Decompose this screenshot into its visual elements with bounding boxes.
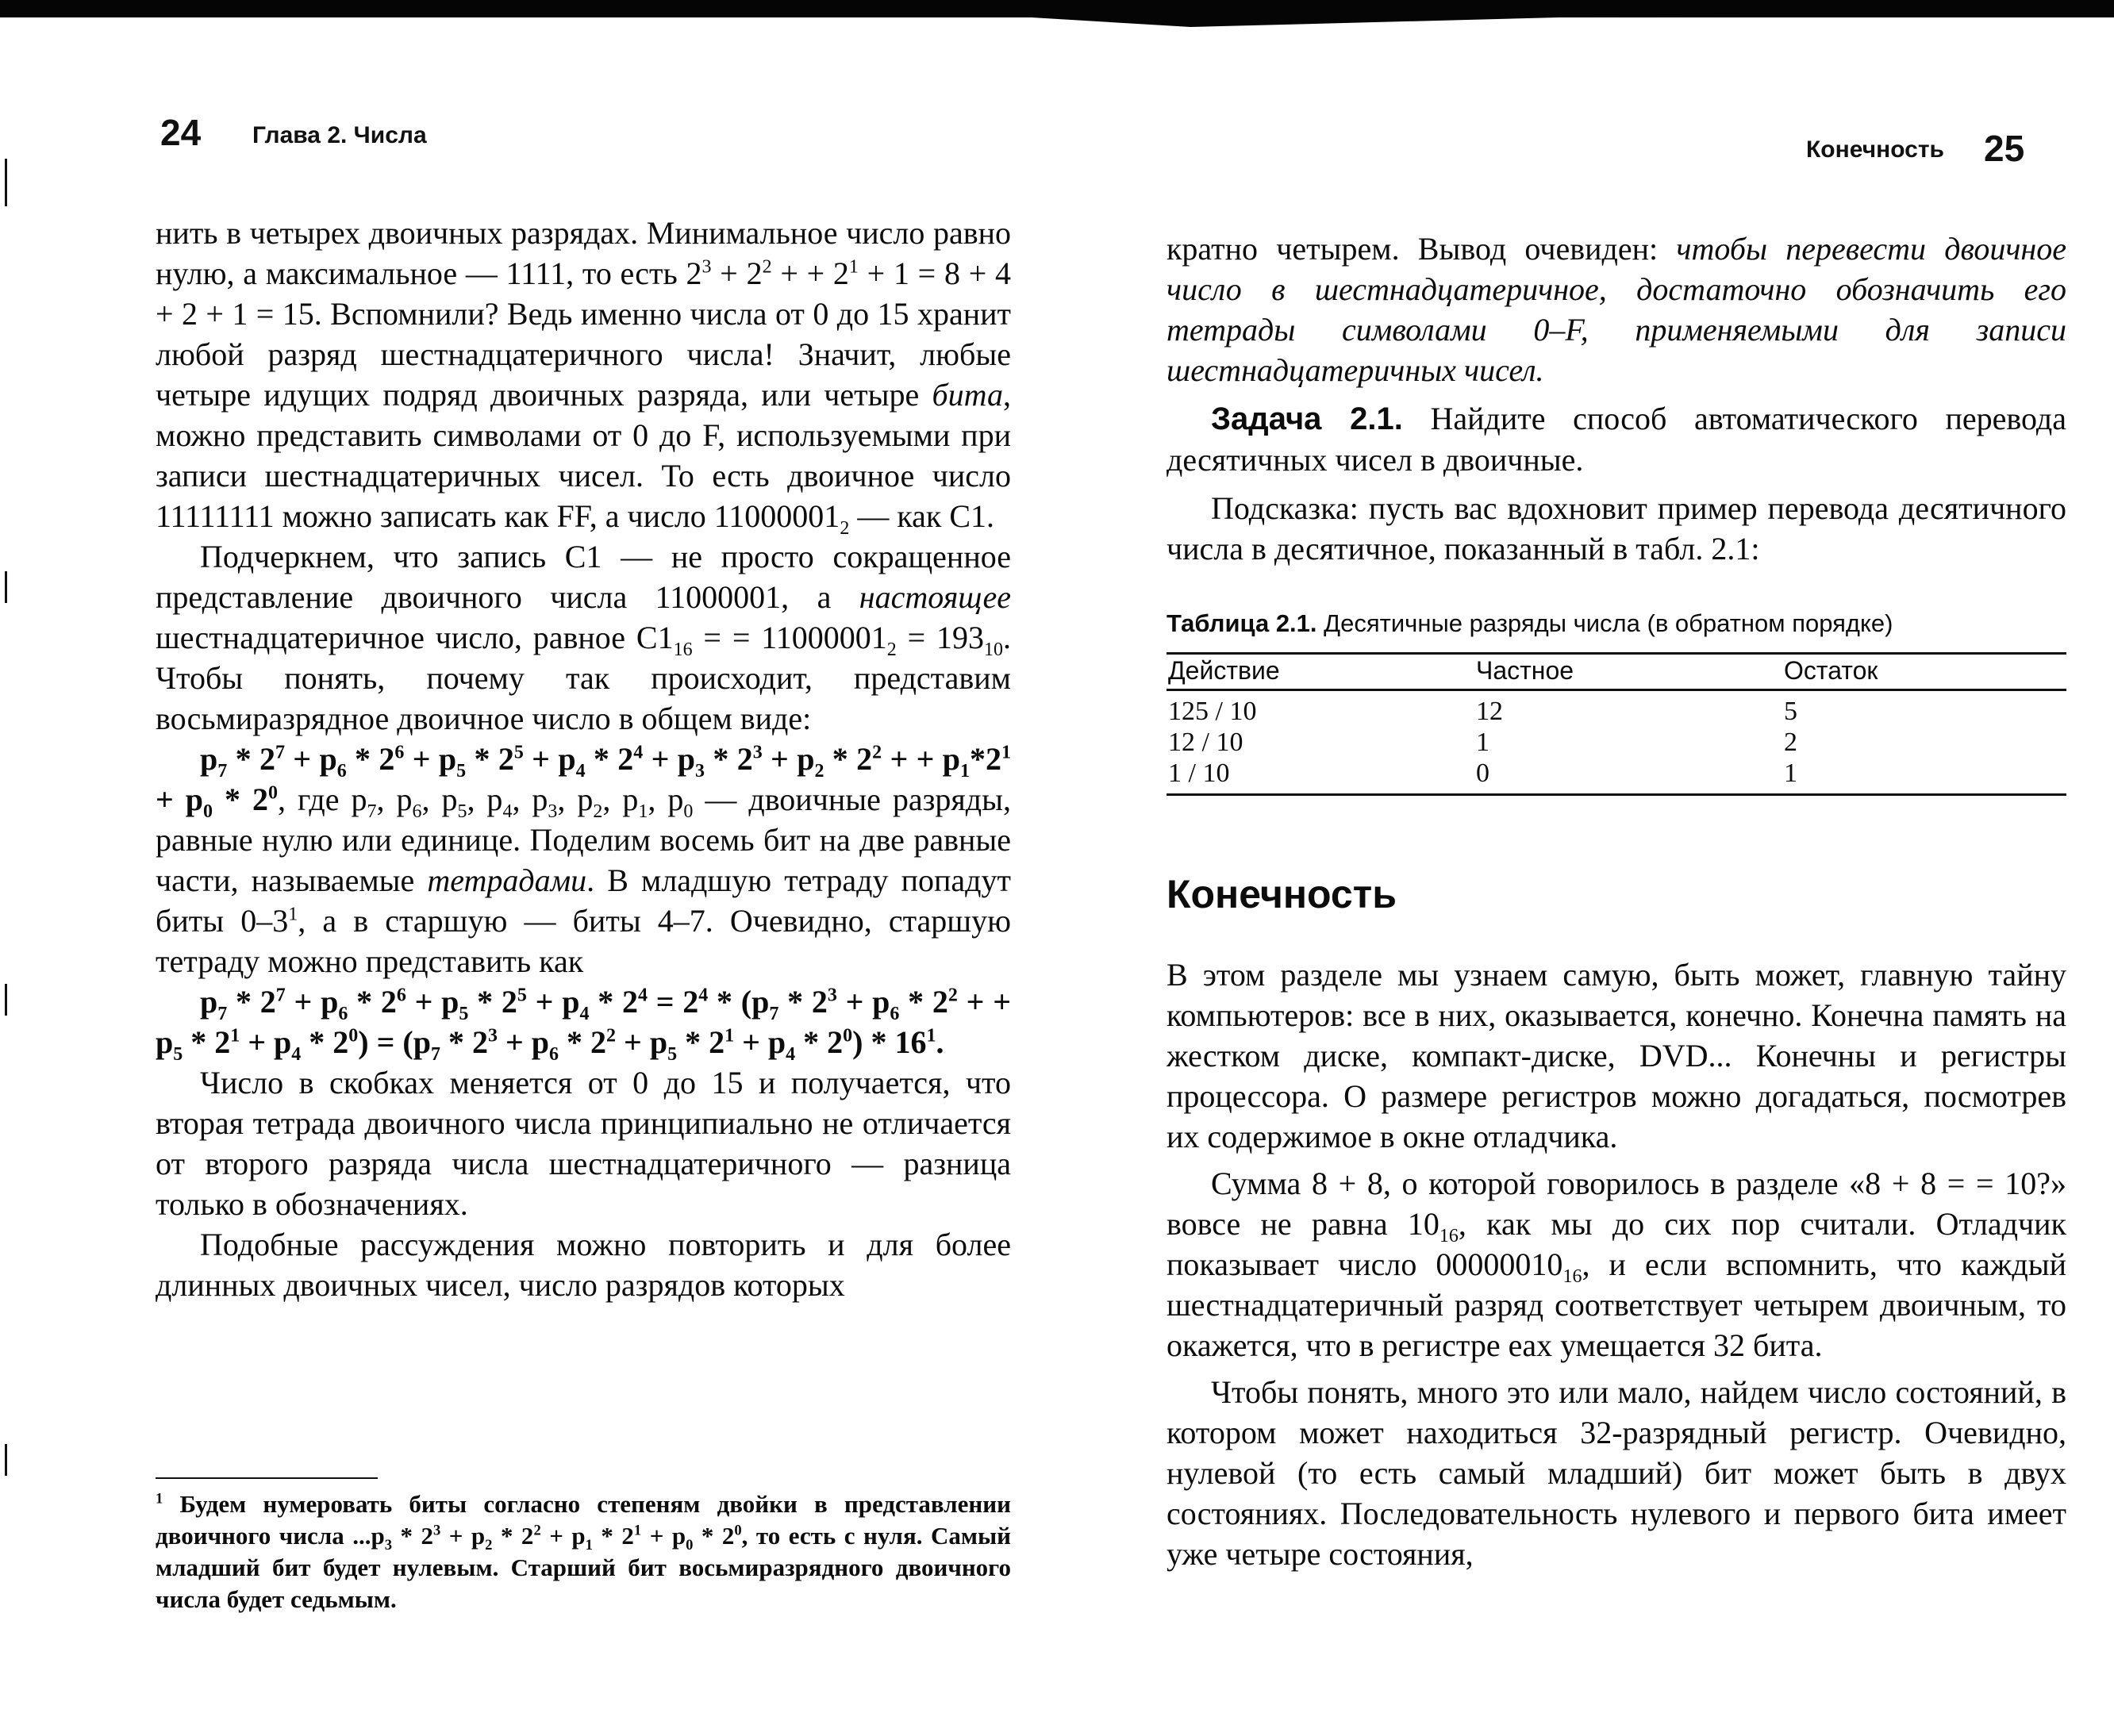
left-page xyxy=(0,0,1047,1736)
footnote: $^1$ Будем нумеровать биты согласно степеням двойки в представлении двоичного числа $...p_3 * 2^3 + p_2 * 2^2 + p_1 * 2^1 + p_0 * 2^0$, то есть с нуля. Самый младший бит будет нулевым. Старший бит восьмиразрядного двоичного числа будет седьмым. xyxy=(156,1490,1012,1613)
task-label: Задача 2.1. xyxy=(1211,401,1403,436)
running-head: Конечность xyxy=(1806,136,1944,163)
right-text-bottom xyxy=(1167,954,2066,1574)
page-number: 24 xyxy=(160,112,202,153)
table-cell: 2 xyxy=(1784,728,1797,757)
paragraph: Сумма 8 + 8, о которой говорилось в разделе «8 + 8 = = 10?» вовсе не равна $10_{16}$, как мы до сих пор считали. Отладчик показывает число $00000010_{16}$, и если вспомнить, что каждый шестнадцатеричный разряд соответствует четырем двоичным, то окажется, что в регистре eax умещается 32 бита. xyxy=(1167,1166,2066,1363)
paragraph: Число в скобках меняется от 0 до 15 и получается, что вторая тетрада двоичного числа принципиально не отличается от второго разряда числа шестнадцатеричного — разница только в обозначениях. xyxy=(156,1065,1011,1222)
table-cell: 12 / 10 xyxy=(1168,728,1243,757)
right-text-top xyxy=(1167,229,2066,569)
paragraph: В этом разделе мы узнаем самую, быть может, главную тайну компьютеров: все в них, оказывается, конечно. Конечна память на жестком диске, компакт-диске, DVD... Конечны и регистры процессора. О размере регистров можно догадаться, посмотрев их содержимое в окне отладчика. xyxy=(1167,957,2066,1154)
running-head: Глава 2. Числа xyxy=(252,122,427,148)
table-header-row xyxy=(1167,654,2066,690)
left-text-column xyxy=(156,213,1011,1305)
right-page xyxy=(1127,0,2114,1736)
table-cell: 0 xyxy=(1474,758,1782,795)
table-cell: 1 xyxy=(1782,758,2066,795)
paragraph: Подобные рассуждения можно повторить и для более длинных двоичных чисел, число разрядов которых xyxy=(156,1227,1011,1303)
table-caption: Таблица 2.1. Десятичные разряды числа (в обратном порядке) xyxy=(1167,609,1893,637)
formula: $p_7 * 2^7 + p_6 * 2^6 + p_5 * 2^5 + p_4 * 2^4 = 2^4 * (p_7 * 2^3 + p_6 * 2^2$ + + $p_5 * 2^1 + p_4 * 2^0) = (p_7 * 2^3 + p_6 * 2^2 + p_5 * 2^1 + p_4 * 2^0) * 16^1$. xyxy=(156,984,1012,1065)
hint-paragraph: Подсказка: пусть вас вдохновит пример перевода десятичного числа в десятичное, показанный в табл. 2.1: xyxy=(1167,490,2066,567)
paragraph: Чтобы понять, много это или мало, найдем число состояний, в котором может находиться 32-разрядный регистр. Очевидно, нулевой (то есть самый младший) бит может быть в двух состояниях. Последовательность нулевого и первого бита имеет уже четыре состояния, xyxy=(1167,1374,2066,1572)
table-cell: 5 xyxy=(1784,697,1797,726)
table-cell: 125 / 10 xyxy=(1168,697,1257,726)
section-heading: Конечность xyxy=(1167,872,1397,916)
table-header-cell: Частное xyxy=(1474,654,1782,690)
table-header-cell: Действие xyxy=(1167,654,1474,690)
table-row xyxy=(1167,690,2066,728)
table-header-cell: Остаток xyxy=(1782,654,2066,690)
table-row xyxy=(1167,727,2066,758)
table-2-1 xyxy=(1167,652,2066,796)
table-row xyxy=(1167,758,2066,795)
table-cell: 1 / 10 xyxy=(1167,758,1474,795)
page-number: 25 xyxy=(1984,128,2025,169)
footnote-divider xyxy=(156,1477,378,1479)
paragraph: $p_7 * 2^7 + p_6 * 2^6 + p_5 * 2^5 + p_4 * 2^4 + p_3 * 2^3 + p_2 * 2^2$ + + $p_1*2^1 + p_0 * 2^0$, где $p_7$, $p_6$, $p_5$, $p_4$, $p_3$, $p_2$, $p_1$, $p_0$ — двоичные разряды, равные нулю или единице. Поделим восемь бит на две равные части, называемые тетрадами. В младшую тетраду попадут биты $0-3^1$, а в старшую — биты 4–7. Очевидно, старшую тетраду можно представить как xyxy=(156,741,1012,979)
paragraph: нить в четырех двоичных разрядах. Минимальное число равно нулю, а максимальное — 1111, то есть $2^3 + 2^2$ + + $2^1 + 1 = 8 + 4 + 2 + 1 = 15$. Вспомнили? Ведь именно числа от 0 до 15 хранит любой разряд шестнадцатеричного числа! Значит, любые четыре идущих подряд двоичных разряда, или четыре бита, можно представить символами от 0 до F, используемыми при записи шестнадцатеричных чисел. То есть двоичное число 11111111 можно записать как FF, а число $11000001_2$ — как C1. xyxy=(156,215,1012,539)
paragraph: кратно четырем. Вывод очевиден: чтобы перевести двоичное число в шестнадцатеричное, достаточно обозначить его тетрады символами 0–F, применяемыми для записи шестнадцатеричных чисел. xyxy=(1167,231,2066,388)
paragraph: Подчеркнем, что запись C1 — не просто сокращенное представление двоичного числа 11000001, а настоящее шестнадцатеричное число, равное $C1_{16}$ = = $11000001_2 = 193_{10}$. Чтобы понять, почему так происходит, представим восьмиразрядное двоичное число в общем виде: xyxy=(156,539,1011,736)
task-paragraph: Задача 2.1. Найдите способ автоматического перевода десятичных чисел в двоичные. xyxy=(1167,401,2066,478)
table-cell: 1 xyxy=(1476,728,1489,757)
table-cell: 12 xyxy=(1476,697,1503,726)
